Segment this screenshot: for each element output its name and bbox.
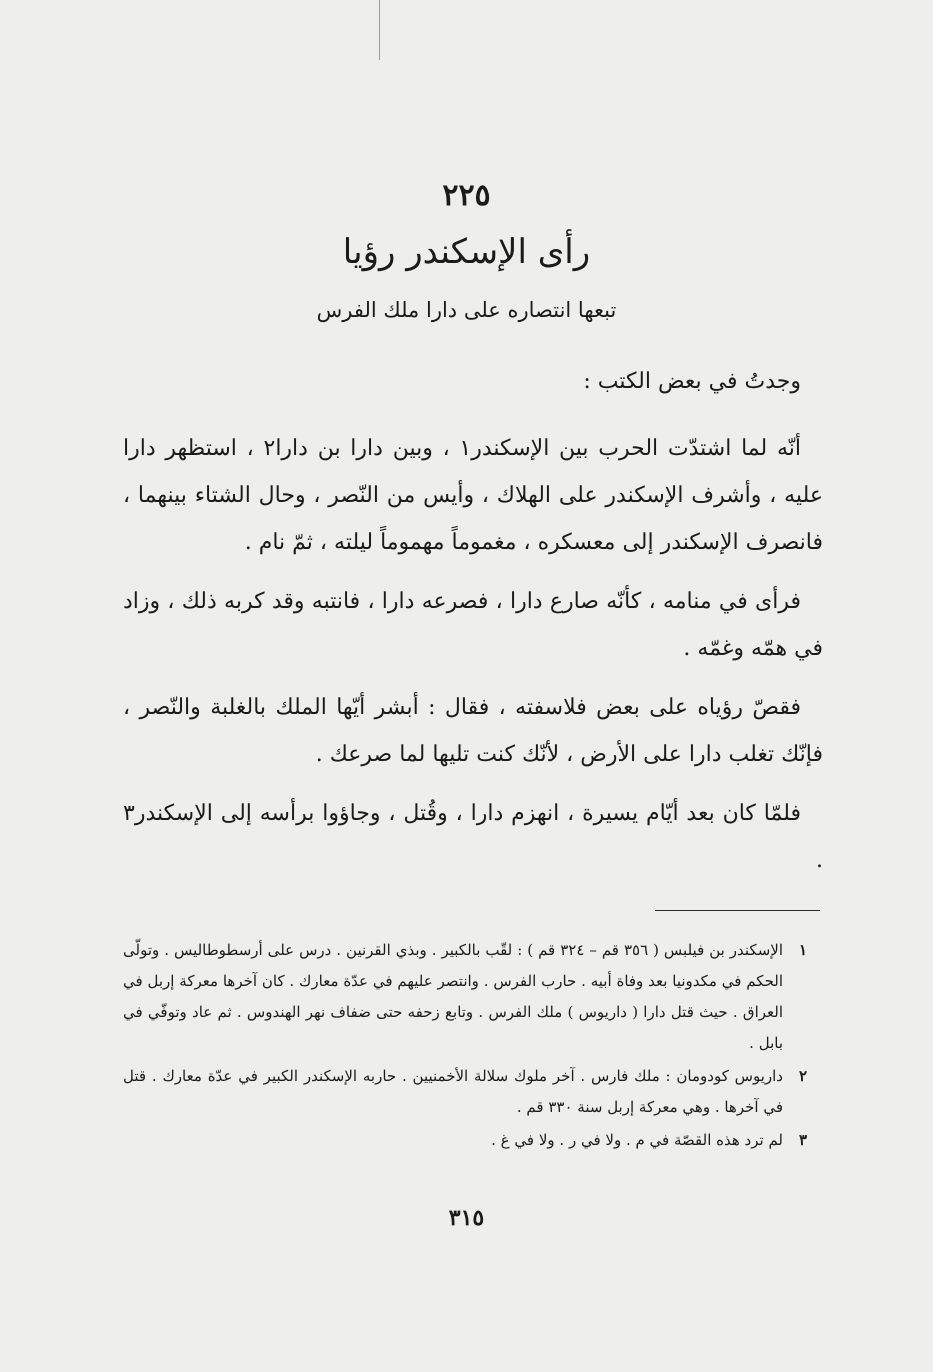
- story-body: [123, 358, 823, 896]
- footnote-separator: [655, 910, 820, 911]
- paragraph-1: أنّه لما اشتدّت الحرب بين الإسكندر١ ، وبين دارا بن دارا٢ ، استظهر دارا عليه ، وأشرف الإسكندر على الهلاك ، وأيس من النّصر ، وحال الشتاء بينهما ، فانصرف الإسكندر إلى معسكره ، مغموماً مهموماً ليلته ، ثمّ نام .: [123, 436, 823, 555]
- footnote-text: داريوس كودومان : ملك فارس . آخر ملوك سلالة الأخمنيين . حاربه الإسكندر الكبير في عدّة معارك . قتل في آخرها . وهي معركة إربل سنة ٣٣٠ قم .: [123, 1067, 783, 1116]
- footnotes: [123, 935, 823, 1158]
- story-title: رأى الإسكندر رؤيا: [342, 232, 591, 272]
- intro-line: وجدتُ في بعض الكتب :: [583, 369, 801, 394]
- footnote-number: ٣: [798, 1131, 808, 1149]
- story-subtitle: تبعها انتصاره على دارا ملك الفرس: [316, 298, 617, 322]
- footnote-3: [123, 1125, 823, 1156]
- footnote-1: [123, 935, 823, 1059]
- page-fold-line: [379, 0, 380, 60]
- entry-number: ٢٢٥: [442, 178, 491, 213]
- footnote-number: ٢: [798, 1067, 808, 1085]
- footnote-text: لم ترد هذه القصّة في م . ولا في ر . ولا في غ .: [491, 1131, 783, 1149]
- footnote-number: ١: [798, 941, 808, 959]
- paragraph-3: فقصّ رؤياه على بعض فلاسفته ، فقال : أبشر أيّها الملك بالغلبة والنّصر ، فإنّك تغلب دارا على الأرض ، لأنّك كنت تليها لما صرعك .: [123, 695, 823, 767]
- paragraph-2: فرأى في منامه ، كأنّه صارع دارا ، فصرعه دارا ، فانتبه وقد كربه ذلك ، وزاد في همّه وغمّه .: [123, 589, 823, 661]
- footnote-text: الإسكندر بن فيلبس ( ٣٥٦ قم – ٣٢٤ قم ) : لقّب بالكبير . وبذي القرنين . درس على أرسطوطاليس . وتولّى الحكم في مكدونيا بعد وفاة أبيه . حارب الفرس . وانتصر عليهم في عدّة معارك . كان آخرها معركة إربل في العراق . حيث قتل دارا ( داريوس ) ملك الفرس . وتابع زحفه حتى ضفاف نهر الهندوس . ثم عاد وتوفّي في بابل .: [123, 941, 783, 1052]
- footnote-2: [123, 1061, 823, 1123]
- page-number: ٣١٥: [448, 1205, 485, 1231]
- paragraph-4: فلمّا كان بعد أيّام يسيرة ، انهزم دارا ، وقُتل ، وجاؤوا برأسه إلى الإسكندر٣ .: [123, 801, 823, 873]
